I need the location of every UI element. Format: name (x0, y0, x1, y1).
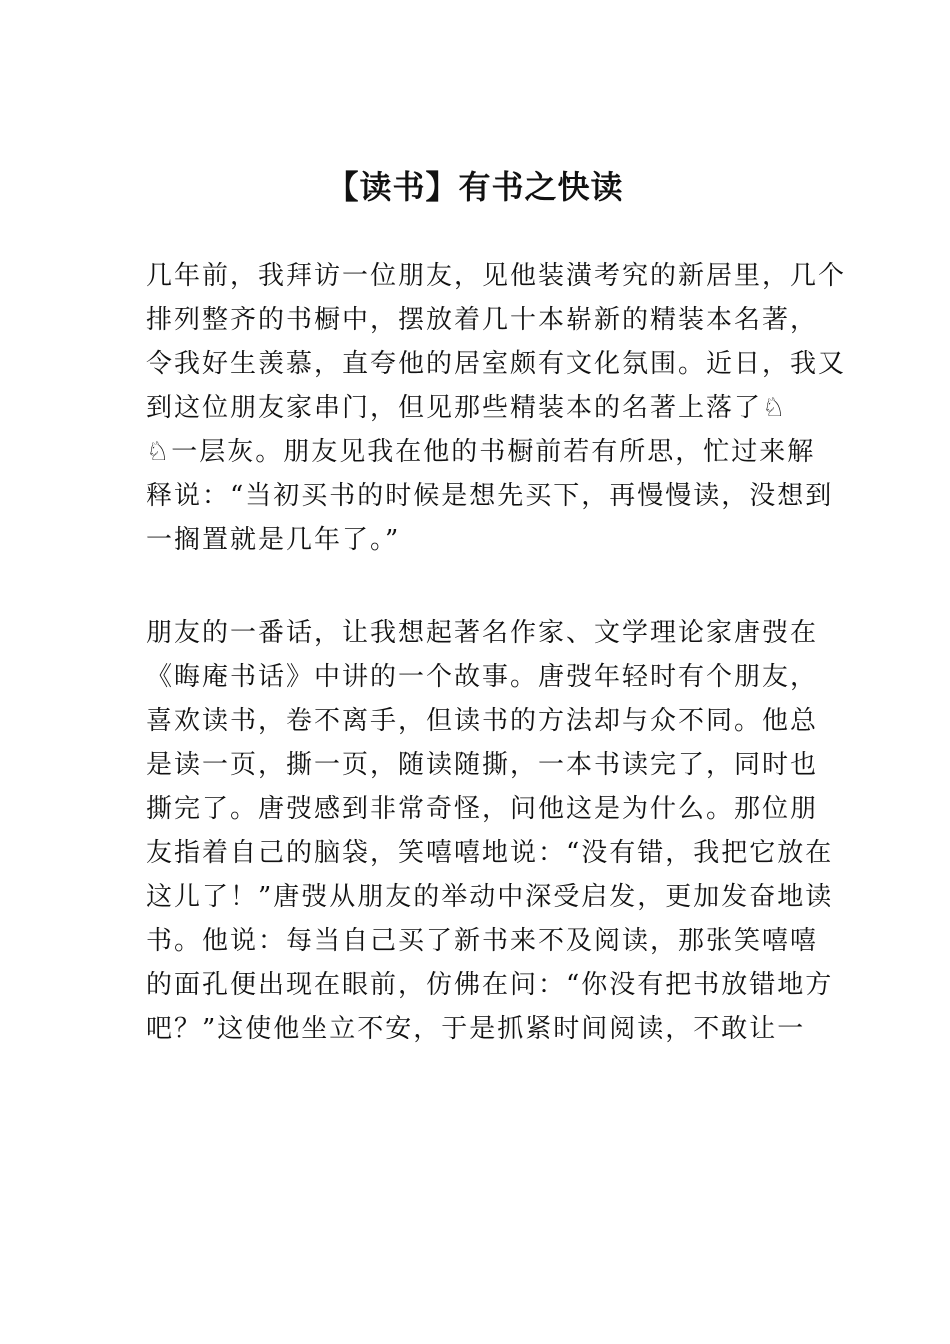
paragraph-line: 喜欢读书，卷不离手，但读书的方法却与众不同。他总 (146, 706, 819, 736)
paragraph-line: 是读一页，撕一页，随读随撕，一本书读完了，同时也 (146, 750, 819, 780)
paragraph-2 (146, 611, 836, 1051)
paragraph-line: 的面孔便出现在眼前，仿佛在问：“你没有把书放错地方 (146, 970, 834, 1000)
paragraph-line: 书。他说：每当自己买了新书来不及阅读，那张笑嘻嘻 (146, 926, 819, 956)
paragraph-line: 《晦庵书话》中讲的一个故事。唐弢年轻时有个朋友， (146, 662, 819, 692)
paragraph-line: 友指着自己的脑袋，笑嘻嘻地说：“没有错，我把它放在 (146, 838, 834, 868)
paragraph-line: 几年前，我拜访一位朋友，见他装潢考究的新居里，几个 (146, 261, 847, 291)
paragraph-1 (146, 254, 847, 562)
paragraph-line: 朋友的一番话，让我想起著名作家、文学理论家唐弢在 (146, 618, 819, 648)
paragraph-line: 吧？”这使他坐立不安，于是抓紧时间阅读，不敢让一 (146, 1014, 806, 1044)
document-title: 【读书】有书之快读 (326, 168, 624, 206)
paragraph-line: 这儿了！”唐弢从朋友的举动中深受启发，更加发奋地读 (146, 882, 834, 912)
paragraph-line: 排列整齐的书橱中，摆放着几十本崭新的精装本名著， (146, 305, 819, 335)
paragraph-line: 到这位朋友家串门，但见那些精装本的名著上落了♘ (146, 393, 788, 423)
paragraph-line: ♘一层灰。朋友见我在他的书橱前若有所思，忙过来解 (146, 437, 816, 467)
paragraph-line: 释说：“当初买书的时候是想先买下，再慢慢读，没想到 (146, 481, 834, 511)
paragraph-line: 一搁置就是几年了。” (146, 525, 401, 555)
paragraph-line: 撕完了。唐弢感到非常奇怪，问他这是为什么。那位朋 (146, 794, 819, 824)
paragraph-line: 令我好生羡慕，直夸他的居室颇有文化氛围。近日，我又 (146, 349, 847, 379)
